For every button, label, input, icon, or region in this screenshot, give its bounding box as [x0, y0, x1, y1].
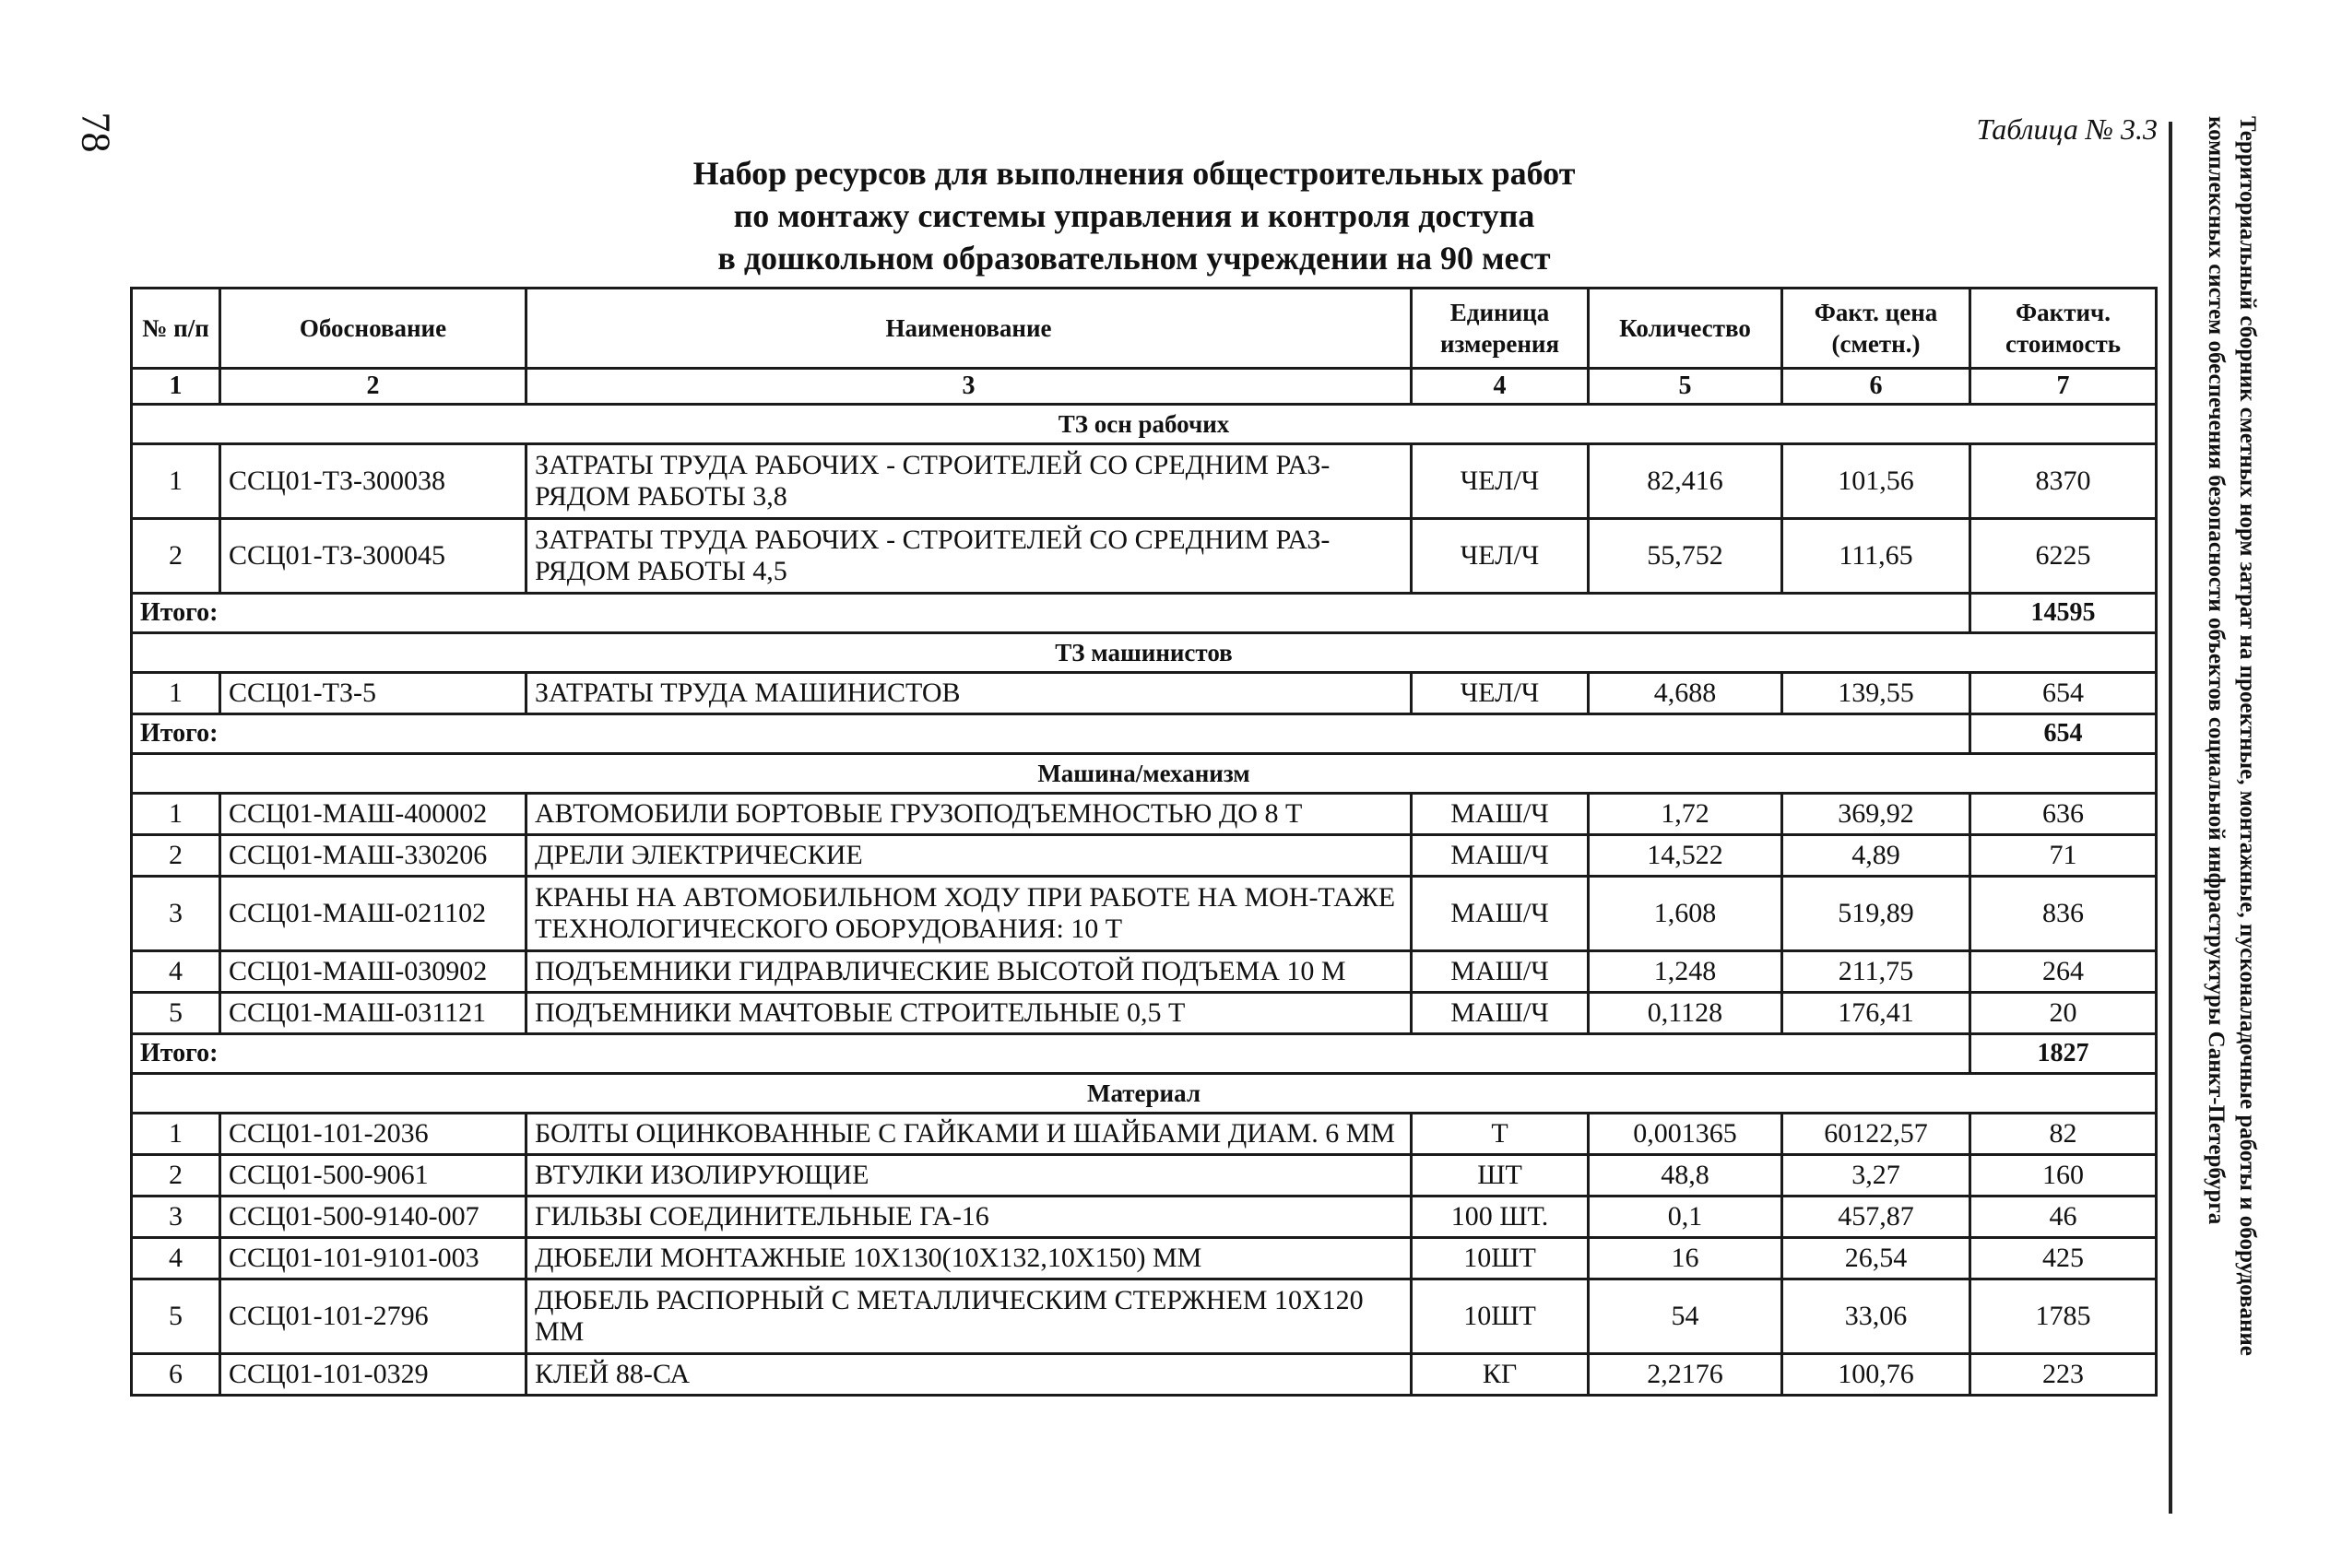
cell-name: ВТУЛКИ ИЗОЛИРУЮЩИЕ — [526, 1155, 1412, 1197]
cell-price: 101,56 — [1782, 444, 1970, 519]
cell-qty: 55,752 — [1589, 519, 1782, 594]
table-row — [132, 673, 2157, 714]
cell-num: 4 — [132, 1238, 220, 1279]
cell-basis: ССЦ01-101-2036 — [220, 1114, 526, 1155]
column-number: 4 — [1412, 369, 1589, 405]
section-title: Материал — [132, 1074, 2157, 1114]
title-line: Набор ресурсов для выполнения общестроительных работ — [692, 155, 1576, 192]
cell-qty: 48,8 — [1589, 1155, 1782, 1197]
cell-cost: 160 — [1970, 1155, 2157, 1197]
section-header-row — [132, 405, 2157, 444]
total-label: Итого: — [132, 714, 1970, 754]
cell-price: 3,27 — [1782, 1155, 1970, 1197]
section-title: ТЗ машинистов — [132, 633, 2157, 673]
table-row — [132, 877, 2157, 951]
cell-name: ПОДЪЕМНИКИ МАЧТОВЫЕ СТРОИТЕЛЬНЫЕ 0,5 Т — [526, 993, 1412, 1034]
table-row — [132, 993, 2157, 1034]
cell-unit: Т — [1412, 1114, 1589, 1155]
cell-unit: 10ШТ — [1412, 1279, 1589, 1354]
cell-price: 176,41 — [1782, 993, 1970, 1034]
col-header-unit: Единица измерения — [1412, 289, 1589, 369]
table-row — [132, 519, 2157, 594]
cell-num: 2 — [132, 835, 220, 877]
cell-name: ДЮБЕЛЬ РАСПОРНЫЙ С МЕТАЛЛИЧЕСКИМ СТЕРЖНЕМ 10Х120 ММ — [526, 1279, 1412, 1354]
cell-cost: 82 — [1970, 1114, 2157, 1155]
cell-cost: 6225 — [1970, 519, 2157, 594]
cell-qty: 0,001365 — [1589, 1114, 1782, 1155]
cell-num: 5 — [132, 1279, 220, 1354]
cell-name: БОЛТЫ ОЦИНКОВАННЫЕ С ГАЙКАМИ И ШАЙБАМИ ДИАМ. 6 ММ — [526, 1114, 1412, 1155]
cell-basis: ССЦ01-ТЗ-300038 — [220, 444, 526, 519]
cell-name: ПОДЪЕМНИКИ ГИДРАВЛИЧЕСКИЕ ВЫСОТОЙ ПОДЪЕМА 10 М — [526, 951, 1412, 993]
total-row — [132, 594, 2157, 633]
cell-price: 211,75 — [1782, 951, 1970, 993]
col-header-num: № п/п — [132, 289, 220, 369]
cell-qty: 0,1128 — [1589, 993, 1782, 1034]
cell-basis: ССЦ01-101-0329 — [220, 1354, 526, 1396]
cell-price: 26,54 — [1782, 1238, 1970, 1279]
col-header-name: Наименование — [526, 289, 1412, 369]
cell-unit: 100 ШТ. — [1412, 1197, 1589, 1238]
cell-basis: ССЦ01-101-9101-003 — [220, 1238, 526, 1279]
cell-num: 5 — [132, 993, 220, 1034]
cell-basis: ССЦ01-МАШ-021102 — [220, 877, 526, 951]
column-number: 3 — [526, 369, 1412, 405]
cell-cost: 20 — [1970, 993, 2157, 1034]
cell-cost: 8370 — [1970, 444, 2157, 519]
cell-unit: ЧЕЛ/Ч — [1412, 519, 1589, 594]
cell-basis: ССЦ01-500-9061 — [220, 1155, 526, 1197]
col-header-qty: Количество — [1589, 289, 1782, 369]
cell-qty: 14,522 — [1589, 835, 1782, 877]
col-header-cost: Фактич. стоимость — [1970, 289, 2157, 369]
cell-num: 1 — [132, 1114, 220, 1155]
cell-num: 2 — [132, 1155, 220, 1197]
cell-num: 3 — [132, 877, 220, 951]
column-number: 1 — [132, 369, 220, 405]
title-line: по монтажу системы управления и контроля доступа — [733, 197, 1535, 234]
section-title: Машина/механизм — [132, 754, 2157, 794]
cell-cost: 46 — [1970, 1197, 2157, 1238]
table-row — [132, 1155, 2157, 1197]
cell-basis: ССЦ01-101-2796 — [220, 1279, 526, 1354]
cell-name: ДРЕЛИ ЭЛЕКТРИЧЕСКИЕ — [526, 835, 1412, 877]
table-row — [132, 794, 2157, 835]
cell-unit: МАШ/Ч — [1412, 993, 1589, 1034]
side-divider — [2169, 122, 2172, 1514]
column-number: 5 — [1589, 369, 1782, 405]
cell-basis: ССЦ01-МАШ-030902 — [220, 951, 526, 993]
table-label: Таблица № 3.3 — [1976, 112, 2158, 146]
cell-unit: ШТ — [1412, 1155, 1589, 1197]
cell-qty: 4,688 — [1589, 673, 1782, 714]
table-row — [132, 1354, 2157, 1396]
cell-qty: 1,248 — [1589, 951, 1782, 993]
cell-name: КЛЕЙ 88-СА — [526, 1354, 1412, 1396]
resource-table — [130, 287, 2158, 1397]
cell-price: 60122,57 — [1782, 1114, 1970, 1155]
total-row — [132, 714, 2157, 754]
cell-name: ЗАТРАТЫ ТРУДА МАШИНИСТОВ — [526, 673, 1412, 714]
cell-cost: 223 — [1970, 1354, 2157, 1396]
cell-basis: ССЦ01-ТЗ-5 — [220, 673, 526, 714]
cell-name: ДЮБЕЛИ МОНТАЖНЫЕ 10Х130(10Х132,10Х150) ММ — [526, 1238, 1412, 1279]
column-number-row — [132, 369, 2157, 405]
cell-name: ЗАТРАТЫ ТРУДА РАБОЧИХ - СТРОИТЕЛЕЙ СО СРЕДНИМ РАЗ-РЯДОМ РАБОТЫ 3,8 — [526, 444, 1412, 519]
table-row — [132, 1279, 2157, 1354]
table-row — [132, 1197, 2157, 1238]
cell-qty: 2,2176 — [1589, 1354, 1782, 1396]
cell-unit: МАШ/Ч — [1412, 794, 1589, 835]
cell-name: ЗАТРАТЫ ТРУДА РАБОЧИХ - СТРОИТЕЛЕЙ СО СРЕДНИМ РАЗ-РЯДОМ РАБОТЫ 4,5 — [526, 519, 1412, 594]
cell-num: 4 — [132, 951, 220, 993]
cell-unit: ЧЕЛ/Ч — [1412, 444, 1589, 519]
table-row — [132, 951, 2157, 993]
cell-basis: ССЦ01-МАШ-031121 — [220, 993, 526, 1034]
cell-price: 457,87 — [1782, 1197, 1970, 1238]
section-header-row — [132, 633, 2157, 673]
cell-price: 100,76 — [1782, 1354, 1970, 1396]
cell-unit: МАШ/Ч — [1412, 951, 1589, 993]
cell-num: 2 — [132, 519, 220, 594]
cell-cost: 425 — [1970, 1238, 2157, 1279]
section-header-row — [132, 1074, 2157, 1114]
cell-num: 6 — [132, 1354, 220, 1396]
table-body — [132, 405, 2157, 1396]
cell-price: 111,65 — [1782, 519, 1970, 594]
cell-qty: 82,416 — [1589, 444, 1782, 519]
cell-num: 1 — [132, 794, 220, 835]
cell-cost: 836 — [1970, 877, 2157, 951]
cell-unit: МАШ/Ч — [1412, 877, 1589, 951]
total-value: 654 — [1970, 714, 2157, 754]
cell-qty: 54 — [1589, 1279, 1782, 1354]
table-header-row — [132, 289, 2157, 369]
page-title — [590, 152, 1678, 279]
cell-price: 139,55 — [1782, 673, 1970, 714]
cell-num: 1 — [132, 673, 220, 714]
side-running-title: Территориальный сборник сметных норм затрат на проектные, монтажные, пусконаладочные работы и оборудование комплексных систем обеспечения безопасности объектов социальной инфраструктуры Санкт-Петербурга — [2204, 116, 2260, 1356]
cell-unit: 10ШТ — [1412, 1238, 1589, 1279]
col-header-basis: Обоснование — [220, 289, 526, 369]
column-number: 7 — [1970, 369, 2157, 405]
total-value: 14595 — [1970, 594, 2157, 633]
table-row — [132, 1238, 2157, 1279]
cell-unit: МАШ/Ч — [1412, 835, 1589, 877]
cell-name: АВТОМОБИЛИ БОРТОВЫЕ ГРУЗОПОДЪЕМНОСТЬЮ ДО 8 Т — [526, 794, 1412, 835]
cell-name: ГИЛЬЗЫ СОЕДИНИТЕЛЬНЫЕ ГА-16 — [526, 1197, 1412, 1238]
cell-cost: 264 — [1970, 951, 2157, 993]
cell-num: 1 — [132, 444, 220, 519]
section-title: ТЗ осн рабочих — [132, 405, 2157, 444]
table-row — [132, 1114, 2157, 1155]
cell-price: 519,89 — [1782, 877, 1970, 951]
col-header-price: Факт. цена (сметн.) — [1782, 289, 1970, 369]
total-value: 1827 — [1970, 1034, 2157, 1074]
cell-unit: ЧЕЛ/Ч — [1412, 673, 1589, 714]
cell-cost: 654 — [1970, 673, 2157, 714]
cell-qty: 0,1 — [1589, 1197, 1782, 1238]
total-row — [132, 1034, 2157, 1074]
cell-name: КРАНЫ НА АВТОМОБИЛЬНОМ ХОДУ ПРИ РАБОТЕ НА МОН-ТАЖЕ ТЕХНОЛОГИЧЕСКОГО ОБОРУДОВАНИЯ: 10 Т — [526, 877, 1412, 951]
title-line: в дошкольном образовательном учреждении на 90 мест — [717, 240, 1551, 277]
cell-basis: ССЦ01-МАШ-400002 — [220, 794, 526, 835]
total-label: Итого: — [132, 1034, 1970, 1074]
cell-basis: ССЦ01-МАШ-330206 — [220, 835, 526, 877]
column-number: 2 — [220, 369, 526, 405]
column-number: 6 — [1782, 369, 1970, 405]
cell-basis: ССЦ01-500-9140-007 — [220, 1197, 526, 1238]
cell-price: 33,06 — [1782, 1279, 1970, 1354]
section-header-row — [132, 754, 2157, 794]
table-row — [132, 444, 2157, 519]
cell-unit: КГ — [1412, 1354, 1589, 1396]
total-label: Итого: — [132, 594, 1970, 633]
cell-qty: 1,608 — [1589, 877, 1782, 951]
cell-num: 3 — [132, 1197, 220, 1238]
cell-qty: 16 — [1589, 1238, 1782, 1279]
cell-qty: 1,72 — [1589, 794, 1782, 835]
cell-cost: 1785 — [1970, 1279, 2157, 1354]
cell-basis: ССЦ01-ТЗ-300045 — [220, 519, 526, 594]
cell-cost: 636 — [1970, 794, 2157, 835]
page-number: 78 — [73, 112, 119, 153]
cell-cost: 71 — [1970, 835, 2157, 877]
cell-price: 369,92 — [1782, 794, 1970, 835]
table-row — [132, 835, 2157, 877]
cell-price: 4,89 — [1782, 835, 1970, 877]
